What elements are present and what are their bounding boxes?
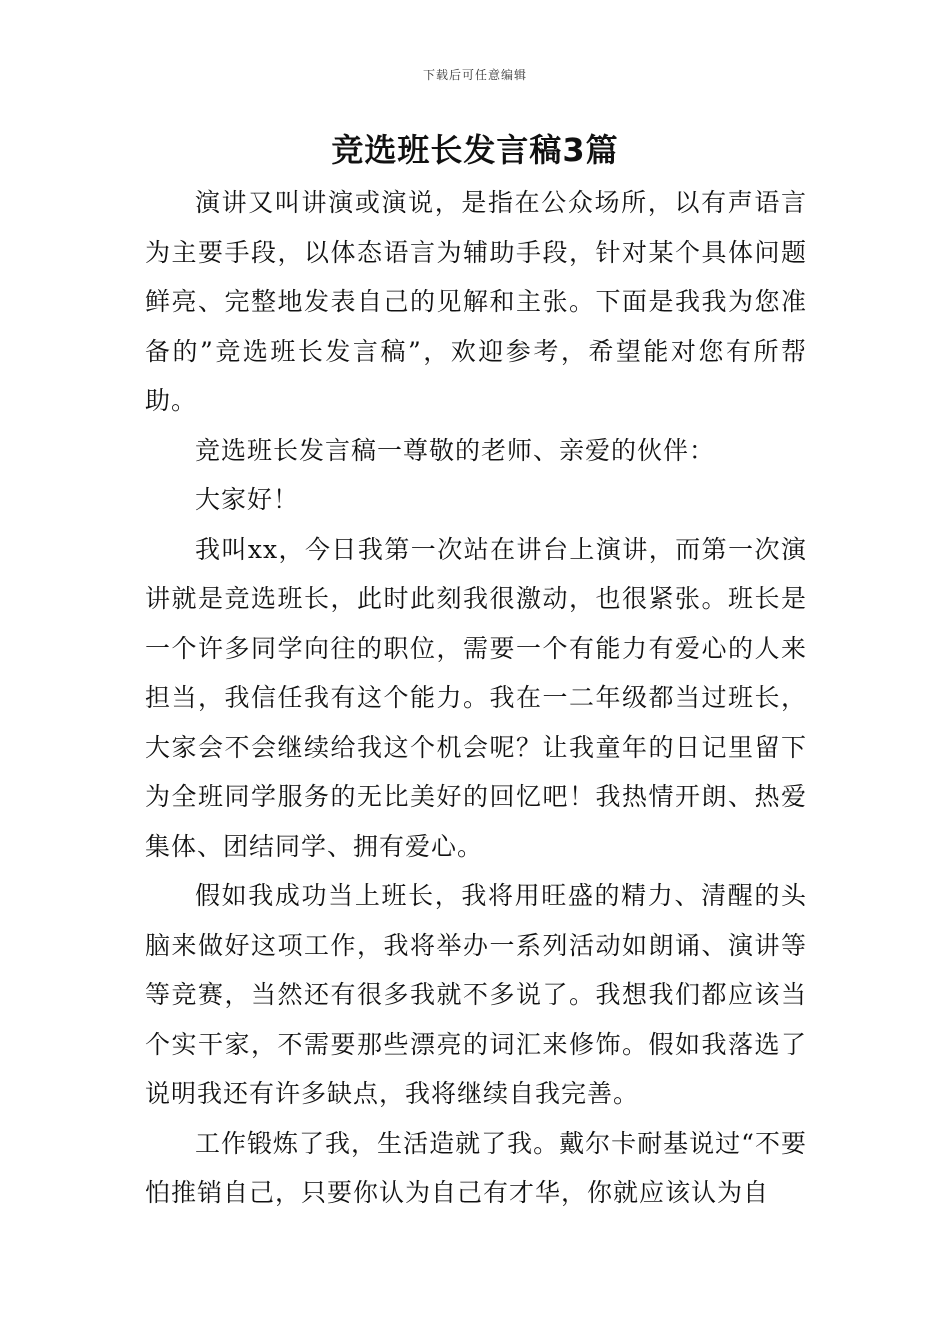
document-body xyxy=(145,178,807,1218)
paragraph-plan: 假如我成功当上班长，我将用旺盛的精力、清醒的头脑来做好这项工作，我将举办一系列活动如朗诵、演讲等等竞赛，当然还有很多我就不多说了。我想我们都应该当个实干家，不需要那些漂亮的词汇来修饰。假如我落选了说明我还有许多缺点，我将继续自我完善。 xyxy=(145,881,807,1108)
document-title: 竞选班长发言稿3篇 xyxy=(331,131,619,169)
paragraph-closing: 工作锻炼了我，生活造就了我。戴尔卡耐基说过“不要怕推销自己，只要你认为自己有才华，你就应该认为自 xyxy=(145,1128,807,1207)
page-header-note: 下载后可任意编辑 xyxy=(422,68,527,82)
paragraph-intro: 演讲又叫讲演或演说，是指在公众场所，以有声语言为主要手段，以体态语言为辅助手段，针对某个具体问题鲜亮、完整地发表自己的见解和主张。下面是我我为您准备的”竞选班长发言稿”，欢迎参考，希望能对您有所帮助。 xyxy=(145,188,807,415)
paragraph-salutation: 竞选班长发言稿一尊敬的老师、亲爱的伙伴： xyxy=(195,435,716,465)
paragraph-self-intro: 我叫xx，今日我第一次站在讲台上演讲，而第一次演讲就是竞选班长，此时此刻我很激动，也很紧张。班长是一个许多同学向往的职位，需要一个有能力有爱心的人来担当，我信任我有这个能力。我在一二年级都当过班长，大家会不会继续给我这个机会呢？让我童年的日记里留下为全班同学服务的无比美好的回忆吧！我热情开朗、热爱集体、团结同学、拥有爱心。 xyxy=(145,534,807,861)
paragraph-greeting: 大家好！ xyxy=(195,485,300,514)
